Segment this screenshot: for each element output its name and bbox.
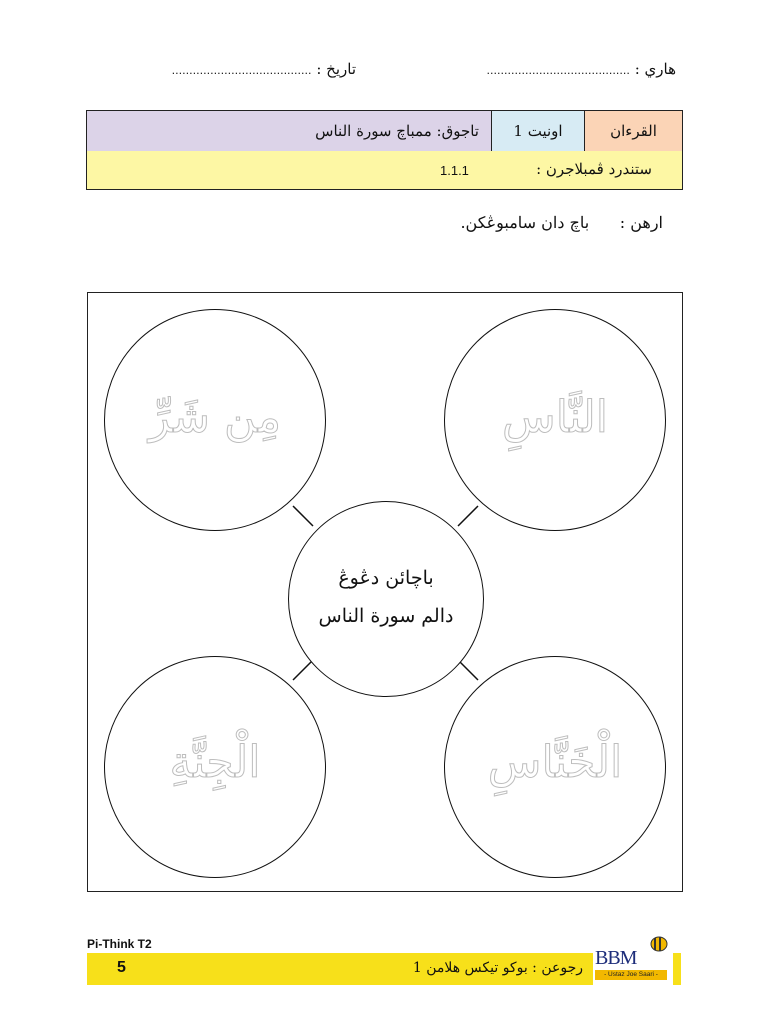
- bubble-map-frame: [87, 292, 683, 892]
- textbook-reference: رجوعن : بوكو تيكس هلامن 1: [412, 960, 583, 976]
- trace-word-top-left: مِن شَرِّ: [148, 392, 282, 443]
- page-number: 5: [117, 959, 126, 976]
- connector-top-right: [458, 506, 478, 526]
- trace-word-bottom-left: الْجِنَّةِ: [169, 737, 261, 788]
- bbm-logo: [593, 939, 673, 985]
- instruction-label: ارهن :: [619, 213, 663, 232]
- center-line-1: باچائن دڠوڠ: [338, 567, 434, 589]
- connector-top-left: [293, 506, 313, 526]
- date-field: [172, 60, 356, 78]
- bubble-center: [288, 501, 484, 697]
- bubble-top-left: [104, 309, 326, 531]
- trace-word-bottom-right: الْخَنَّاسِ: [487, 737, 623, 788]
- instruction-text: باچ دان سامبوڠكن.: [460, 213, 590, 232]
- logo-text: BBM: [595, 947, 637, 969]
- subject-cell: القرءان: [584, 111, 682, 151]
- date-label: تاريخ :: [316, 60, 356, 78]
- info-table: [86, 110, 683, 190]
- bubble-bottom-left: [104, 656, 326, 878]
- trace-word-top-right: النَّاسِ: [501, 392, 609, 443]
- topic-cell: تاجوق: ممباچ سورة الناس: [87, 111, 491, 151]
- logo-subtitle: - Ustaz Joe Saari -: [595, 970, 667, 980]
- info-table-row-1: [87, 111, 682, 152]
- bee-icon: [649, 933, 669, 953]
- day-field: [487, 60, 676, 78]
- day-label: هاري :: [634, 60, 676, 78]
- footer-bar: [87, 947, 681, 985]
- center-line-2: دالم سورة الناس: [318, 605, 454, 627]
- connector-bottom-right: [458, 660, 478, 680]
- bubble-bottom-right: [444, 656, 666, 878]
- standard-label: ستندرد ڤمبلاجرن :: [536, 160, 652, 178]
- brand-label: Pi-Think T2: [87, 937, 152, 951]
- unit-cell: اونيت 1: [491, 111, 584, 151]
- bubble-top-right: [444, 309, 666, 531]
- day-blank: .........................................: [486, 64, 630, 77]
- standard-value: 1.1.1: [440, 163, 469, 178]
- date-blank: ........................................: [171, 64, 312, 77]
- connector-bottom-left: [293, 660, 313, 680]
- info-table-row-2: [87, 151, 682, 189]
- instruction: [460, 213, 663, 232]
